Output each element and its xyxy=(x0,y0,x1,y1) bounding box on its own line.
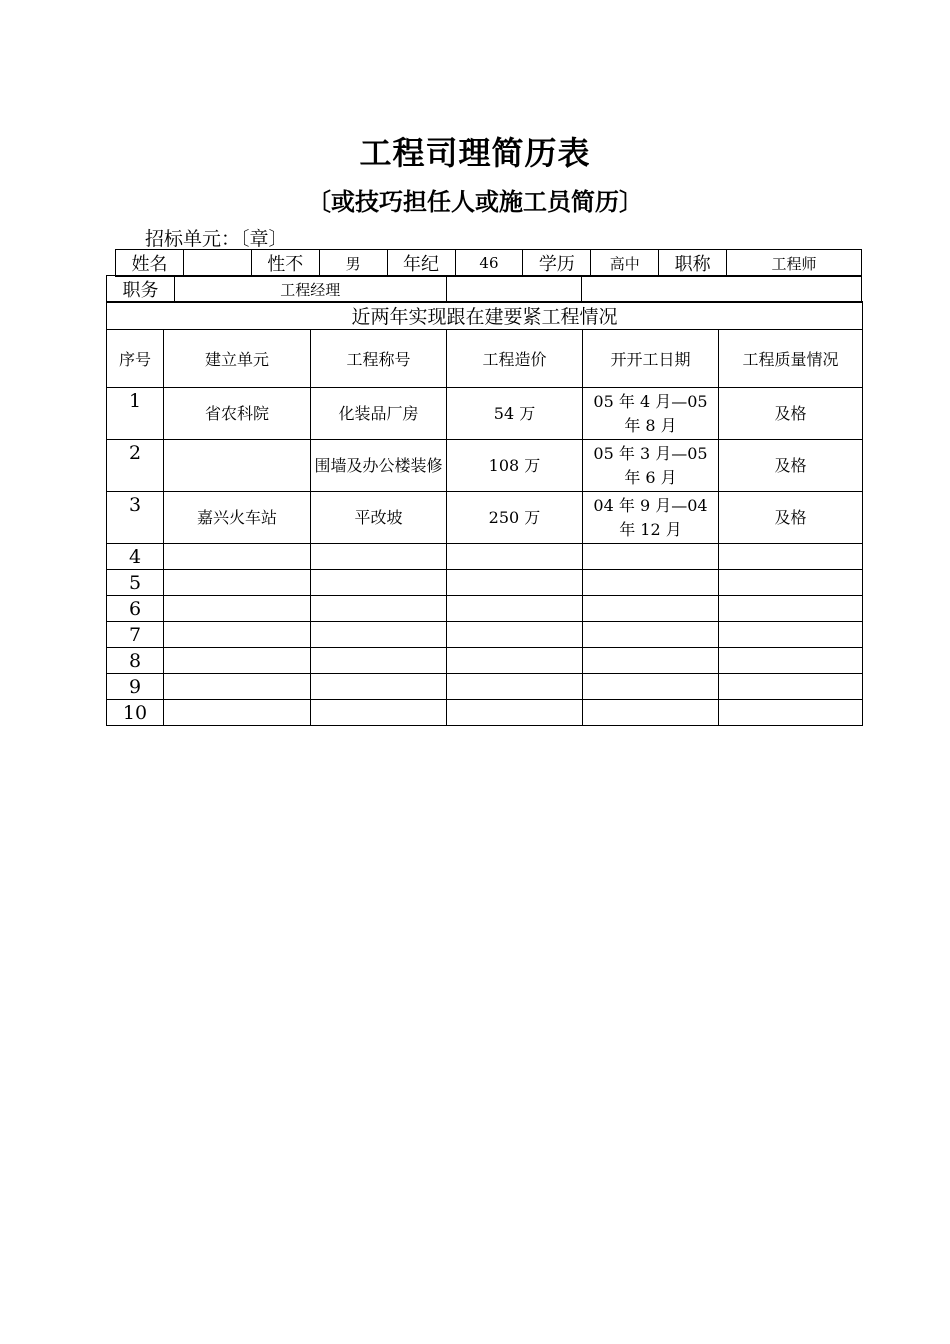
table-row xyxy=(107,492,863,544)
dates-cell: 05 年 3 月—05 年 6 月 xyxy=(583,440,719,492)
table-row xyxy=(107,596,863,622)
table-row xyxy=(107,648,863,674)
personal-info-table xyxy=(115,249,862,277)
row-number: 8 xyxy=(107,648,164,674)
column-header: 开开工日期 xyxy=(583,330,719,388)
unit-cell: 嘉兴火车站 xyxy=(164,492,311,544)
table-row xyxy=(107,570,863,596)
row-number: 10 xyxy=(107,700,164,726)
unit-cell: 省农科院 xyxy=(164,388,311,440)
document-subtitle: 〔或技巧担任人或施工员简历〕 xyxy=(307,187,643,216)
column-header: 序号 xyxy=(107,330,164,388)
gender-label: 性不 xyxy=(251,250,319,277)
age-label: 年纪 xyxy=(387,250,455,277)
project-table xyxy=(106,301,863,726)
quality-cell: 及格 xyxy=(719,492,863,544)
unit-cell xyxy=(164,440,311,492)
position-extra-cell xyxy=(446,276,582,303)
title-value: 工程师 xyxy=(727,250,862,277)
row-number: 5 xyxy=(107,570,164,596)
project-cell: 化装品厂房 xyxy=(311,388,447,440)
title-label: 职称 xyxy=(659,250,727,277)
column-header: 建立单元 xyxy=(164,330,311,388)
project-cell: 围墙及办公楼装修 xyxy=(311,440,447,492)
table-row xyxy=(107,440,863,492)
column-header: 工程质量情况 xyxy=(719,330,863,388)
section-heading: 近两年实现跟在建要紧工程情况 xyxy=(107,302,863,330)
row-number: 7 xyxy=(107,622,164,648)
row-number: 9 xyxy=(107,674,164,700)
education-value: 高中 xyxy=(591,250,659,277)
column-header: 工程造价 xyxy=(447,330,583,388)
quality-cell: 及格 xyxy=(719,388,863,440)
row-number: 3 xyxy=(107,492,164,544)
name-label: 姓名 xyxy=(116,250,184,277)
position-label: 职务 xyxy=(107,276,175,303)
row-number: 6 xyxy=(107,596,164,622)
row-number: 4 xyxy=(107,544,164,570)
table-row xyxy=(107,622,863,648)
dates-cell: 05 年 4 月—05 年 8 月 xyxy=(583,388,719,440)
row-number: 2 xyxy=(107,440,164,492)
gender-value: 男 xyxy=(319,250,387,277)
cost-cell: 108 万 xyxy=(447,440,583,492)
position-value: 工程经理 xyxy=(174,276,446,303)
document-title: 工程司理简历表 xyxy=(359,134,591,172)
employer-line: 招标单元：〔章〕 xyxy=(145,228,288,250)
table-row xyxy=(107,700,863,726)
position-extra-cell xyxy=(582,276,862,303)
row-number: 1 xyxy=(107,388,164,440)
table-row xyxy=(107,544,863,570)
position-table xyxy=(106,275,862,303)
name-value xyxy=(183,250,251,277)
quality-cell: 及格 xyxy=(719,440,863,492)
dates-cell: 04 年 9 月—04 年 12 月 xyxy=(583,492,719,544)
education-label: 学历 xyxy=(523,250,591,277)
column-header: 工程称号 xyxy=(311,330,447,388)
cost-cell: 250 万 xyxy=(447,492,583,544)
cost-cell: 54 万 xyxy=(447,388,583,440)
age-value: 46 xyxy=(455,250,523,277)
project-cell: 平改坡 xyxy=(311,492,447,544)
table-row xyxy=(107,674,863,700)
table-row xyxy=(107,388,863,440)
